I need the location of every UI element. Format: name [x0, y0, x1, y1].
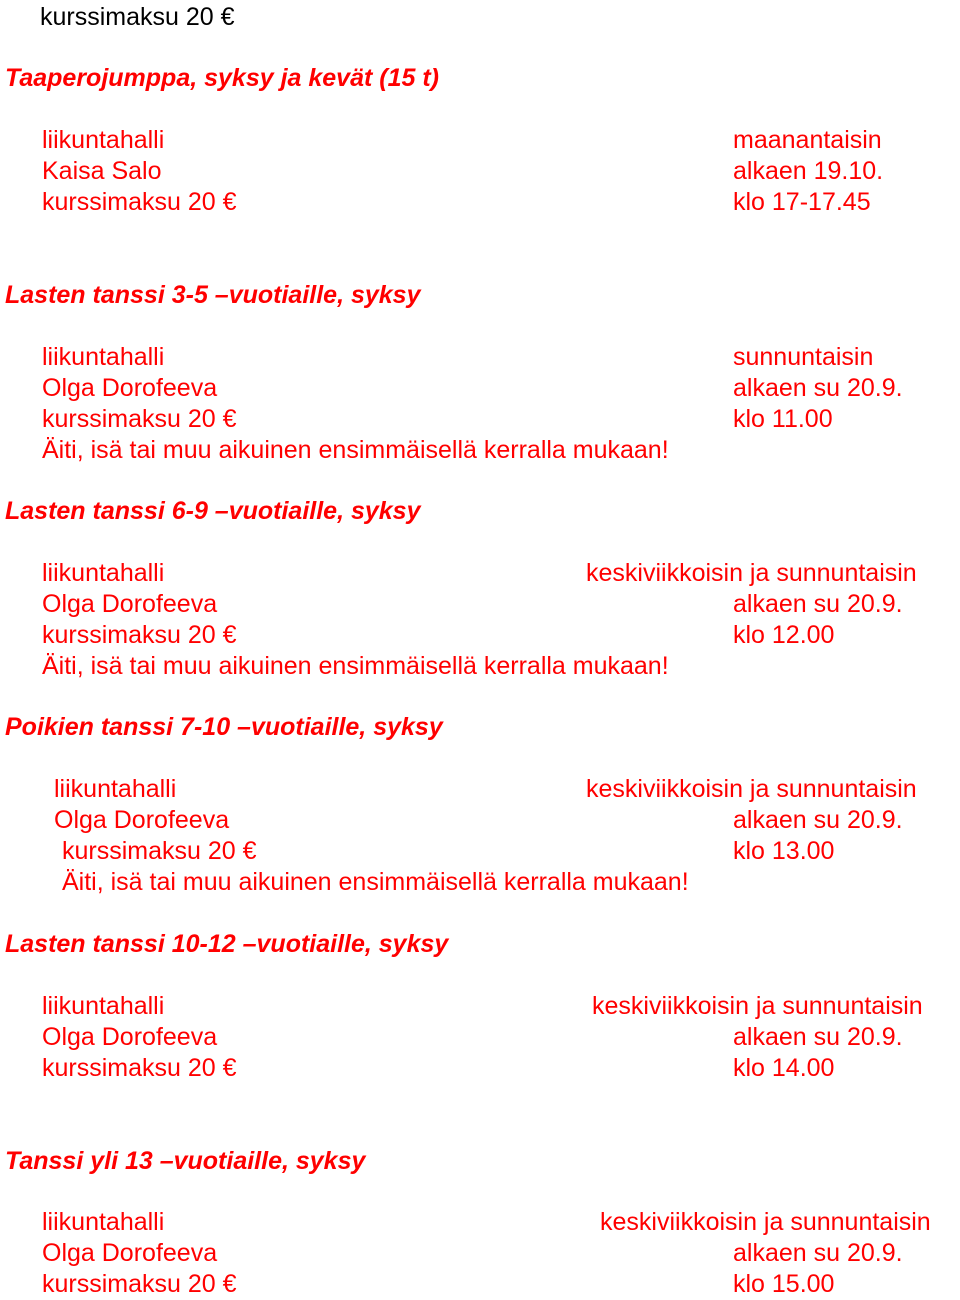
course-title: Taaperojumppa, syksy ja kevät (15 t): [5, 64, 439, 92]
course-fee: kurssimaksu 20 €: [62, 837, 257, 865]
course-title: Lasten tanssi 6-9 –vuotiaille, syksy: [5, 497, 421, 525]
course-place: liikuntahalli: [42, 343, 165, 371]
course-teacher: Olga Dorofeeva: [54, 806, 230, 834]
course-place: liikuntahalli: [54, 775, 177, 803]
course-start: alkaen su 20.9.: [733, 590, 903, 618]
course-teacher: Olga Dorofeeva: [42, 590, 218, 618]
course-time: klo 14.00: [733, 1054, 835, 1082]
course-time: klo 17-17.45: [733, 188, 871, 216]
top-fee-line: kurssimaksu 20 €: [40, 3, 235, 31]
course-days: sunnuntaisin: [733, 343, 874, 371]
course-place: liikuntahalli: [42, 559, 165, 587]
course-title: Lasten tanssi 3-5 –vuotiaille, syksy: [5, 281, 421, 309]
course-fee: kurssimaksu 20 €: [42, 1270, 237, 1298]
course-teacher: Olga Dorofeeva: [42, 374, 218, 402]
course-note: Äiti, isä tai muu aikuinen ensimmäisellä kerralla mukaan!: [42, 652, 669, 680]
course-title: Lasten tanssi 10-12 –vuotiaille, syksy: [5, 930, 449, 958]
course-start: alkaen su 20.9.: [733, 1239, 903, 1267]
course-teacher: Olga Dorofeeva: [42, 1023, 218, 1051]
course-start: alkaen su 20.9.: [733, 806, 903, 834]
course-place: liikuntahalli: [42, 1208, 165, 1236]
course-title: Tanssi yli 13 –vuotiaille, syksy: [5, 1147, 366, 1175]
course-days: maanantaisin: [733, 126, 882, 154]
course-place: liikuntahalli: [42, 992, 165, 1020]
course-fee: kurssimaksu 20 €: [42, 1054, 237, 1082]
course-note: Äiti, isä tai muu aikuinen ensimmäisellä kerralla mukaan!: [42, 436, 669, 464]
course-start: alkaen su 20.9.: [733, 374, 903, 402]
course-days: keskiviikkoisin ja sunnuntaisin: [600, 1208, 931, 1236]
course-fee: kurssimaksu 20 €: [42, 405, 237, 433]
course-title: Poikien tanssi 7-10 –vuotiaille, syksy: [5, 713, 443, 741]
course-fee: kurssimaksu 20 €: [42, 188, 237, 216]
course-time: klo 15.00: [733, 1270, 835, 1298]
course-start: alkaen su 20.9.: [733, 1023, 903, 1051]
course-time: klo 11.00: [733, 405, 833, 433]
course-fee: kurssimaksu 20 €: [42, 621, 237, 649]
course-time: klo 12.00: [733, 621, 835, 649]
course-time: klo 13.00: [733, 837, 835, 865]
course-days: keskiviikkoisin ja sunnuntaisin: [592, 992, 923, 1020]
course-teacher: Olga Dorofeeva: [42, 1239, 218, 1267]
course-start: alkaen 19.10.: [733, 157, 884, 185]
course-days: keskiviikkoisin ja sunnuntaisin: [586, 559, 917, 587]
course-place: liikuntahalli: [42, 126, 165, 154]
course-teacher: Kaisa Salo: [42, 157, 162, 185]
course-days: keskiviikkoisin ja sunnuntaisin: [586, 775, 917, 803]
course-note: Äiti, isä tai muu aikuinen ensimmäisellä kerralla mukaan!: [62, 868, 689, 896]
